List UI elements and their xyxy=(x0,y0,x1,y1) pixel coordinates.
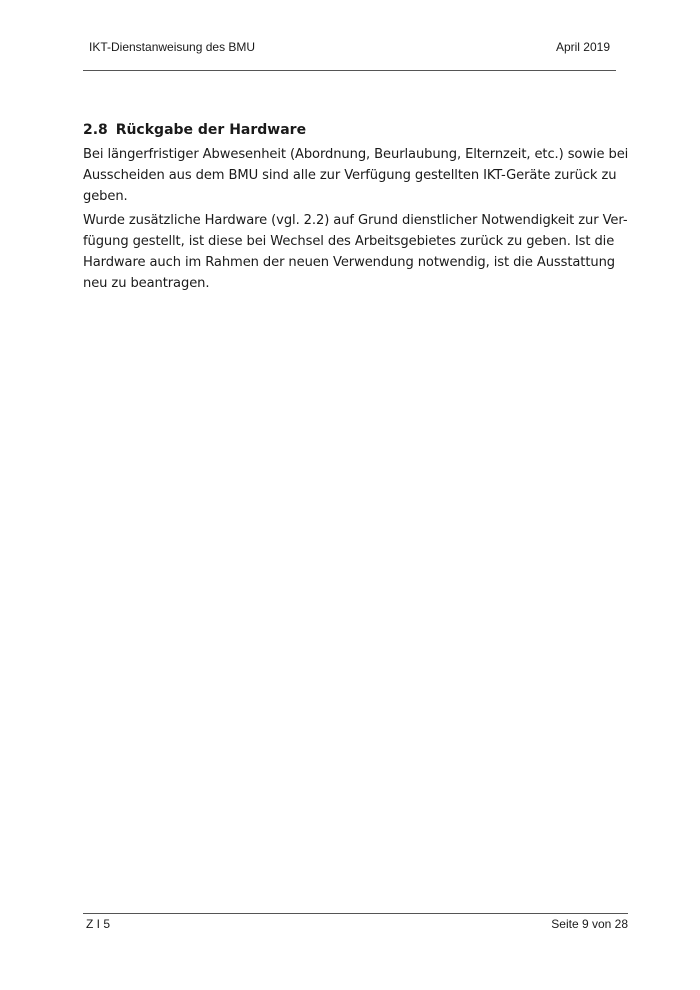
paragraph-line: Ausscheiden aus dem BMU sind alle zur Verfügung gestellten IKT-Geräte zurück zu xyxy=(83,168,617,183)
paragraph-line: Bei längerfristiger Abwesenheit (Abordnung, Beurlaubung, Elternzeit, etc.) sowie bei xyxy=(83,147,629,162)
page-header xyxy=(83,38,616,58)
header-date: April 2019 xyxy=(555,40,610,54)
paragraph-line: fügung gestellt, ist diese bei Wechsel des Arbeitsgebietes zurück zu geben. Ist die xyxy=(83,234,615,249)
paragraph-line: Hardware auch im Rahmen der neuen Verwendung notwendig, ist die Ausstattung xyxy=(83,255,615,270)
paragraph-2 xyxy=(83,210,628,294)
page-footer xyxy=(83,917,628,935)
paragraph-line: geben. xyxy=(83,189,128,204)
footer-divider xyxy=(83,913,628,914)
header-document-title: IKT-Dienstanweisung des BMU xyxy=(89,40,256,54)
section-heading xyxy=(83,120,616,140)
section-number: 2.8 xyxy=(83,122,108,138)
footer-department: Z I 5 xyxy=(86,917,111,931)
paragraph-line: Wurde zusätzliche Hardware (vgl. 2.2) auf Grund dienstlicher Notwendigkeit zur Ver- xyxy=(83,213,628,228)
paragraph-1 xyxy=(83,144,629,207)
footer-page-number: Seite 9 von 28 xyxy=(551,917,628,931)
paragraph-line: neu zu beantragen. xyxy=(83,276,210,291)
header-divider xyxy=(83,70,616,71)
section-title: Rückgabe der Hardware xyxy=(115,122,307,138)
